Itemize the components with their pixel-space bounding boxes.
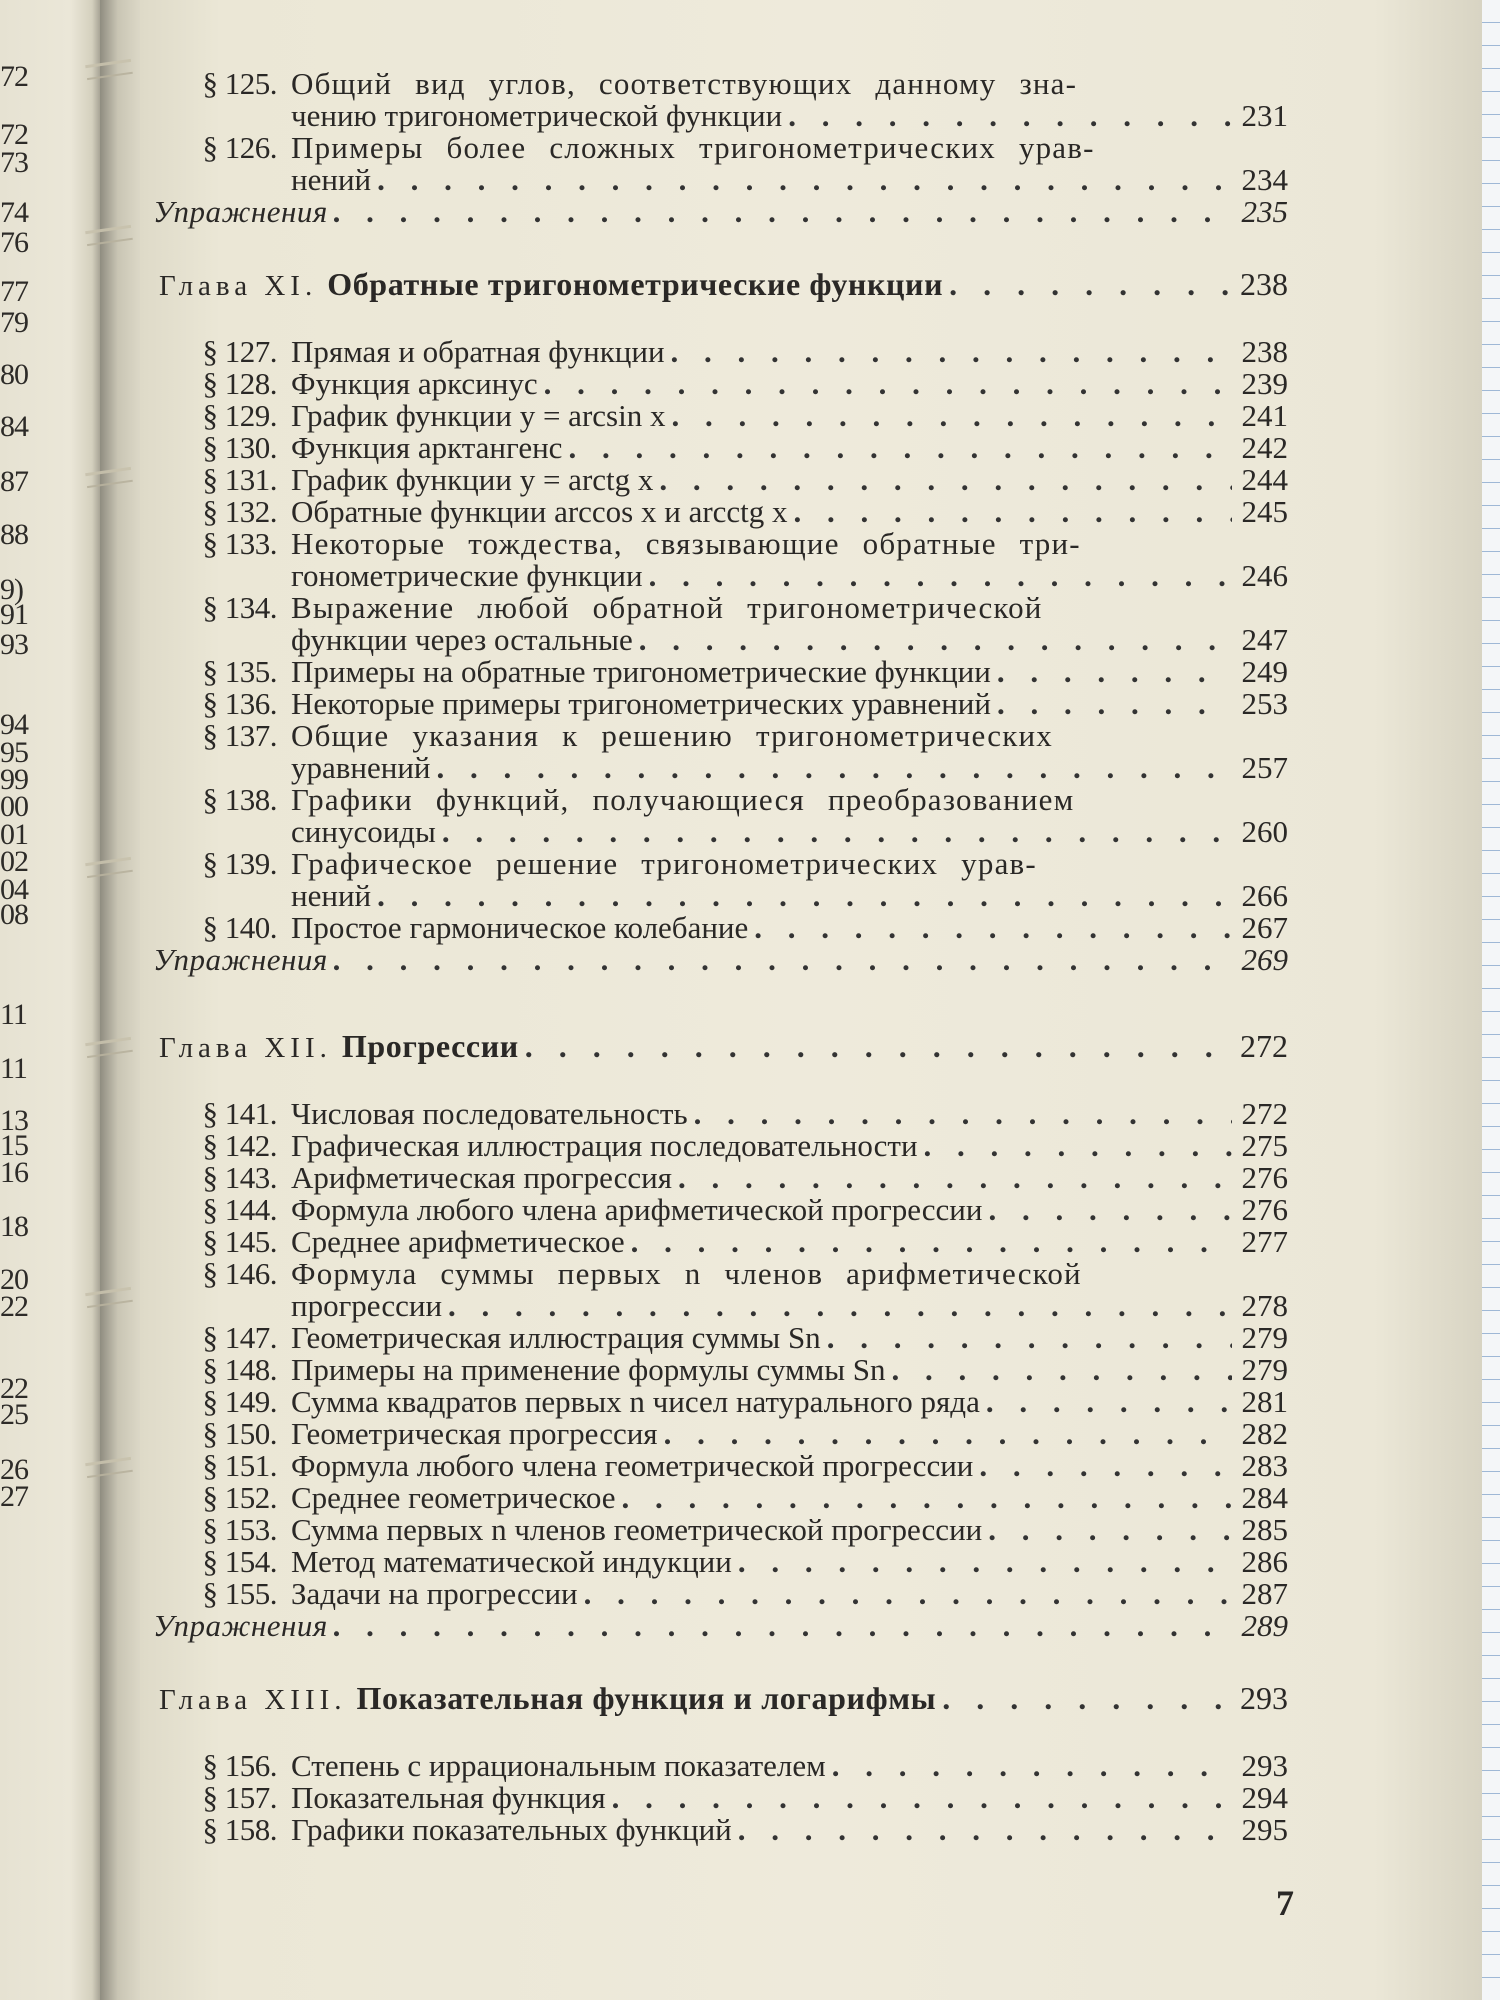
page-ref: 242 [1241, 430, 1288, 465]
entry-title: Среднее геометрическое [291, 1480, 616, 1515]
page-ref: 277 [1241, 1224, 1288, 1259]
toc-entry [193, 1098, 1288, 1130]
leader-dots [832, 1750, 1232, 1782]
section-number: § 128. [202, 366, 277, 401]
left-page-number: 94 [0, 708, 28, 741]
page-ref: 279 [1241, 1352, 1288, 1387]
chapter-heading [159, 268, 1288, 300]
left-page-number: 25 [0, 1398, 28, 1431]
entry-title: Среднее арифметическое [291, 1224, 625, 1259]
chapter-title: Прогрессии [341, 1028, 519, 1064]
notebook-paper-edge [1482, 0, 1500, 2000]
page-ref: 286 [1241, 1544, 1288, 1579]
section-number: § 147. [202, 1320, 277, 1355]
toc-entry [193, 1322, 1288, 1354]
leader-dots [659, 464, 1232, 496]
entry-title: Сумма квадратов первых n чисел натурального ряда [291, 1384, 980, 1419]
left-page-number: 80 [0, 358, 28, 391]
leader-dots [924, 1130, 1232, 1162]
section-number: § 148. [202, 1352, 277, 1387]
entry-title: Обратные функции arccos x и arcctg x [291, 494, 788, 529]
page-ref: 239 [1241, 366, 1288, 401]
page-ref: 281 [1241, 1384, 1288, 1419]
leader-dots [979, 1450, 1232, 1482]
page-ref: 253 [1241, 686, 1288, 721]
entry-title: Формула любого члена арифметической прогрессии [291, 1192, 983, 1227]
page-ref: 267 [1241, 910, 1288, 945]
leader-dots [997, 656, 1232, 688]
page-ref: 272 [1241, 1096, 1288, 1131]
leader-dots [334, 196, 1232, 228]
toc-entry [193, 1450, 1288, 1482]
toc-entry [193, 1130, 1288, 1162]
section-number: § 134. [202, 590, 277, 625]
section-number: § 146. [202, 1256, 277, 1291]
leader-dots [988, 1514, 1232, 1546]
left-page-number: 91 [0, 598, 28, 631]
left-page-number: 95 [0, 736, 28, 769]
section-number: § 132. [202, 494, 277, 529]
leader-dots [949, 268, 1232, 300]
entry-title: Примеры более сложных тригонометрических урав- [291, 130, 1095, 165]
leader-dots [622, 1482, 1232, 1514]
page-ref: 244 [1241, 462, 1288, 497]
section-number: § 158. [202, 1812, 277, 1847]
entry-title: Общие указания к решению тригонометрических [291, 718, 1053, 753]
toc-entry [193, 560, 1288, 592]
entry-title: Геометрическая иллюстрация суммы Sn [291, 1320, 821, 1355]
entry-title: Прямая и обратная функции [291, 334, 665, 369]
section-number: § 135. [202, 654, 277, 689]
section-number: § 137. [202, 718, 277, 753]
toc-entry [193, 1782, 1288, 1814]
entry-title: Степень с иррациональным показателем [291, 1748, 826, 1783]
left-page-number: 15 [0, 1129, 28, 1162]
leader-dots [671, 336, 1232, 368]
toc-entry [193, 1814, 1288, 1846]
page-ref: 276 [1241, 1160, 1288, 1195]
page-ref: 241 [1241, 398, 1288, 433]
leader-dots [544, 368, 1232, 400]
leader-dots [631, 1226, 1232, 1258]
left-page-number: 72 [0, 118, 28, 151]
left-page-number: 76 [0, 226, 28, 259]
leader-dots [997, 688, 1232, 720]
page-ref: 235 [1241, 194, 1288, 229]
leader-dots [794, 496, 1232, 528]
toc-entry [193, 496, 1288, 528]
chapter-heading [159, 1030, 1288, 1062]
page-ref: 285 [1241, 1512, 1288, 1547]
toc-entry [193, 1482, 1288, 1514]
section-number: § 149. [202, 1384, 277, 1419]
leader-dots [738, 1546, 1232, 1578]
chapter-title: Показательная функция и логарифмы [356, 1680, 937, 1716]
leader-dots [377, 880, 1232, 912]
entry-title: График функции y = arctg x [291, 462, 654, 497]
left-page-number: 00 [0, 790, 28, 823]
page-ref: 276 [1241, 1192, 1288, 1227]
entry-title: Геометрическая прогрессия [291, 1416, 658, 1451]
entry-title: Графики показательных функций [291, 1812, 732, 1847]
entry-title: График функции y = arcsin x [291, 398, 666, 433]
toc-entry [193, 1514, 1288, 1546]
section-number: § 140. [202, 910, 277, 945]
page-ref: 275 [1241, 1128, 1288, 1163]
left-page-number: 74 [0, 196, 28, 229]
leader-dots [568, 432, 1232, 464]
toc-entry [193, 1258, 1288, 1290]
toc-entry [193, 624, 1288, 656]
entry-title: прогрессии [291, 1288, 443, 1323]
page-ref: 260 [1241, 814, 1288, 849]
section-number: § 138. [202, 782, 277, 817]
entry-title: уравнений [291, 750, 431, 785]
page-ref: 266 [1241, 878, 1288, 913]
entry-title: Формула суммы первых n членов арифметической [291, 1256, 1082, 1291]
chapter-number: Глава XIII. [159, 1684, 347, 1716]
section-number: § 139. [202, 846, 277, 881]
toc-entry [193, 1354, 1288, 1386]
exercises-entry [153, 944, 1288, 976]
page-ref: 289 [1241, 1608, 1288, 1643]
leader-dots [942, 1682, 1232, 1714]
leader-dots [694, 1098, 1232, 1130]
toc-entry [193, 1750, 1288, 1782]
chapter-heading [159, 1682, 1288, 1714]
toc-entry [193, 368, 1288, 400]
exercises-label: Упражнения [153, 194, 328, 229]
toc-entry [193, 1418, 1288, 1450]
left-page-number: 9) [0, 573, 23, 606]
leader-dots [664, 1418, 1232, 1450]
left-page-number: 87 [0, 465, 28, 498]
toc-entry [193, 1194, 1288, 1226]
entry-title: Функция арксинус [291, 366, 538, 401]
leader-dots [649, 560, 1232, 592]
leader-dots [678, 1162, 1232, 1194]
toc-entry [193, 1546, 1288, 1578]
page-ref: 245 [1241, 494, 1288, 529]
leader-dots [525, 1030, 1232, 1062]
entry-title: нений [291, 162, 372, 197]
section-number: § 125. [202, 66, 277, 101]
page-ref: 284 [1241, 1480, 1288, 1515]
page-ref: 269 [1241, 942, 1288, 977]
section-number: § 133. [202, 526, 277, 561]
entry-title: Числовая последовательность [291, 1096, 688, 1131]
toc-entry [193, 688, 1288, 720]
entry-title: Некоторые примеры тригонометрических уравнений [291, 686, 991, 721]
page-ref: 282 [1241, 1416, 1288, 1451]
exercises-entry [153, 1610, 1288, 1642]
section-number: § 151. [202, 1448, 277, 1483]
left-page-number: 88 [0, 518, 28, 551]
entry-title: Графическая иллюстрация последовательности [291, 1128, 918, 1163]
leader-dots [437, 752, 1232, 784]
page-ref: 293 [1241, 1748, 1288, 1783]
entry-title: Некоторые тождества, связывающие обратные три- [291, 526, 1081, 561]
toc-entry [193, 164, 1288, 196]
page-number: 7 [1276, 1883, 1294, 1923]
entry-title: Простое гармоническое колебание [291, 910, 749, 945]
left-page-number: 99 [0, 763, 28, 796]
left-page-number: 93 [0, 628, 28, 661]
toc-entry [193, 880, 1288, 912]
left-page-number: 11 [0, 1052, 27, 1085]
left-page-number: 11 [0, 998, 27, 1031]
toc-entry [193, 528, 1288, 560]
left-page-number: 13 [0, 1104, 28, 1137]
toc-entry [193, 1162, 1288, 1194]
leader-dots [612, 1782, 1232, 1814]
toc-entry [193, 336, 1288, 368]
section-number: § 143. [202, 1160, 277, 1195]
page-ref: 283 [1241, 1448, 1288, 1483]
leader-dots [334, 944, 1232, 976]
left-page-number: 72 [0, 60, 28, 93]
leader-dots [988, 1194, 1232, 1226]
entry-title: Графическое решение тригонометрических урав- [291, 846, 1037, 881]
entry-title: нений [291, 878, 372, 913]
exercises-label: Упражнения [153, 1608, 328, 1643]
entry-title: синусоиды [291, 814, 436, 849]
toc-entry [193, 132, 1288, 164]
leader-dots [738, 1814, 1232, 1846]
entry-title: Сумма первых n членов геометрической прогрессии [291, 1512, 983, 1547]
section-number: § 142. [202, 1128, 277, 1163]
exercises-entry [153, 196, 1288, 228]
page-ref: 287 [1241, 1576, 1288, 1611]
table-of-contents [153, 66, 1288, 1847]
toc-entry [193, 848, 1288, 880]
left-page-number: 26 [0, 1453, 28, 1486]
left-page-number: 22 [0, 1290, 28, 1323]
leader-dots [827, 1322, 1232, 1354]
entry-title: Метод математической индукции [291, 1544, 732, 1579]
entry-title: Функция арктангенс [291, 430, 563, 465]
toc-entry [193, 432, 1288, 464]
leader-dots [442, 816, 1232, 848]
leader-dots [671, 400, 1232, 432]
entry-title: функции через остальные [291, 622, 633, 657]
entry-title: Общий вид углов, соответствующих данному зна- [291, 66, 1078, 101]
leader-dots [334, 1610, 1232, 1642]
toc-entry [193, 464, 1288, 496]
section-number: § 141. [202, 1096, 277, 1131]
leader-dots [448, 1290, 1232, 1322]
entry-title: Примеры на применение формулы суммы Sn [291, 1352, 886, 1387]
left-page-number: 18 [0, 1210, 28, 1243]
entry-title: Выражение любой обратной тригонометрической [291, 590, 1043, 625]
toc-entry [193, 1386, 1288, 1418]
toc-entry [193, 1578, 1288, 1610]
entry-title: Формула любого члена геометрической прогрессии [291, 1448, 974, 1483]
toc-entry [193, 592, 1288, 624]
left-page-number: 01 [0, 818, 28, 851]
left-page-number: 16 [0, 1156, 28, 1189]
chapter-title: Обратные тригонометрические функции [327, 266, 944, 302]
toc-entry [193, 1290, 1288, 1322]
page-ref: 293 [1240, 1680, 1288, 1716]
page-ref: 238 [1241, 334, 1288, 369]
leader-dots [377, 164, 1232, 196]
section-number: § 150. [202, 1416, 277, 1451]
page-ref: 247 [1241, 622, 1288, 657]
leader-dots [639, 624, 1232, 656]
section-number: § 157. [202, 1780, 277, 1815]
page-ref: 279 [1241, 1320, 1288, 1355]
section-number: § 154. [202, 1544, 277, 1579]
toc-entry [193, 68, 1288, 100]
page-ref: 295 [1241, 1812, 1288, 1847]
page-ref: 272 [1240, 1028, 1288, 1064]
section-number: § 136. [202, 686, 277, 721]
exercises-label: Упражнения [153, 942, 328, 977]
left-page-number: 27 [0, 1480, 28, 1513]
left-page-number: 08 [0, 898, 28, 931]
left-page-number: 02 [0, 845, 28, 878]
page-ref: 246 [1241, 558, 1288, 593]
entry-title: Примеры на обратные тригонометрические функции [291, 654, 991, 689]
section-number: § 155. [202, 1576, 277, 1611]
entry-title: Арифметическая прогрессия [291, 1160, 673, 1195]
page-ref: 257 [1241, 750, 1288, 785]
entry-title: чению тригонометрической функции [291, 98, 783, 133]
page-ref: 294 [1241, 1780, 1288, 1815]
section-number: § 131. [202, 462, 277, 497]
left-page-number: 84 [0, 410, 28, 443]
entry-title: Графики функций, получающиеся преобразованием [291, 782, 1075, 817]
section-number: § 127. [202, 334, 277, 369]
chapter-number: Глава XI. [159, 270, 318, 302]
left-page-number: 79 [0, 306, 28, 339]
page-ref: 249 [1241, 654, 1288, 689]
section-number: § 130. [202, 430, 277, 465]
toc-entry [193, 720, 1288, 752]
toc-entry [193, 912, 1288, 944]
left-page-number: 20 [0, 1263, 28, 1296]
left-page-number: 73 [0, 146, 28, 179]
toc-entry [193, 816, 1288, 848]
section-number: § 153. [202, 1512, 277, 1547]
entry-title: Задачи на прогрессии [291, 1576, 578, 1611]
leader-dots [986, 1386, 1232, 1418]
page-ref: 238 [1240, 266, 1288, 302]
toc-entry [193, 752, 1288, 784]
toc-entry [193, 1226, 1288, 1258]
leader-dots [788, 100, 1232, 132]
left-page-number: 77 [0, 275, 28, 308]
book-gutter [100, 0, 145, 2000]
toc-entry [193, 656, 1288, 688]
page-ref: 234 [1241, 162, 1288, 197]
left-page-number: 22 [0, 1372, 28, 1405]
section-number: § 126. [202, 130, 277, 165]
left-page-number: 04 [0, 873, 28, 906]
chapter-number: Глава XII. [159, 1032, 332, 1064]
leader-dots [892, 1354, 1232, 1386]
section-number: § 145. [202, 1224, 277, 1259]
page-ref: 278 [1241, 1288, 1288, 1323]
section-number: § 152. [202, 1480, 277, 1515]
page-ref: 231 [1241, 98, 1288, 133]
section-number: § 144. [202, 1192, 277, 1227]
toc-entry [193, 400, 1288, 432]
section-number: § 129. [202, 398, 277, 433]
entry-title: гонометрические функции [291, 558, 643, 593]
leader-dots [584, 1578, 1232, 1610]
toc-entry [193, 784, 1288, 816]
entry-title: Показательная функция [291, 1780, 606, 1815]
leader-dots [754, 912, 1232, 944]
toc-entry [193, 100, 1288, 132]
section-number: § 156. [202, 1748, 277, 1783]
